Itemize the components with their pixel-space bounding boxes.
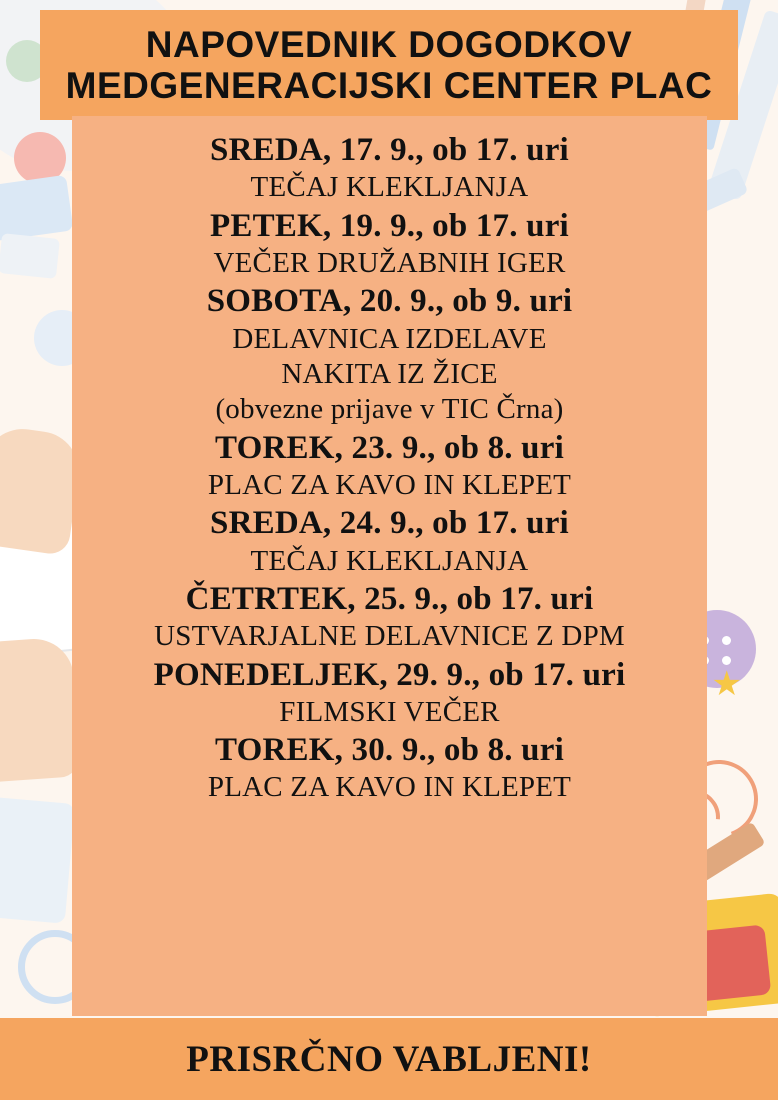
event-date: PETEK, 19. 9., ob 17. uri (210, 207, 569, 244)
event-description: FILMSKI VEČER (279, 695, 500, 728)
event-date: TOREK, 30. 9., ob 8. uri (215, 732, 564, 769)
event-description-line-2: NAKITA IZ ŽICE (281, 357, 498, 390)
event-item (90, 579, 689, 655)
event-description: PLAC ZA KAVO IN KLEPET (207, 771, 572, 804)
event-description: USTVARJALNE DELAVNICE Z DPM (154, 620, 625, 653)
event-item (90, 130, 689, 206)
event-date: ČETRTEK, 25. 9., ob 17. uri (185, 580, 594, 617)
event-date: TOREK, 23. 9., ob 8. uri (215, 429, 564, 466)
hand-icon (0, 636, 81, 783)
event-item (90, 428, 689, 504)
event-description: PLAC ZA KAVO IN KLEPET (207, 468, 572, 501)
paper-scrap-icon (0, 175, 74, 242)
footer-text: PRISRČNO VABLJENI! (186, 1038, 592, 1080)
events-panel (72, 116, 707, 1016)
event-item (90, 503, 689, 579)
event-item (90, 655, 689, 731)
event-item (90, 281, 689, 427)
event-date: SREDA, 17. 9., ob 17. uri (210, 132, 569, 168)
header-title-line-2: MEDGENERACIJSKI CENTER PLAC (65, 65, 713, 106)
event-item (90, 730, 689, 806)
event-description: TEČAJ KLEKLJANJA (250, 544, 529, 577)
event-date: SREDA, 24. 9., ob 17. uri (210, 505, 569, 542)
star-icon: ★ (711, 666, 742, 703)
event-date: PONEDELJEK, 29. 9., ob 17. uri (153, 656, 626, 693)
event-note: (obvezne prijave v TIC Črna) (215, 393, 564, 426)
poster-footer (0, 1018, 778, 1100)
event-description: DELAVNICA IZDELAVE (232, 322, 547, 355)
header-title-line-1: NAPOVEDNIK DOGODKOV (145, 23, 633, 65)
event-description: TEČAJ KLEKLJANJA (250, 171, 529, 204)
event-item (90, 206, 689, 282)
event-date: SOBOTA, 20. 9., ob 9. uri (206, 283, 573, 320)
paper-scrap-icon (0, 796, 75, 923)
paper-scrap-icon (0, 233, 60, 279)
event-description: VEČER DRUŽABNIH IGER (213, 246, 566, 279)
poster-header (40, 10, 738, 120)
